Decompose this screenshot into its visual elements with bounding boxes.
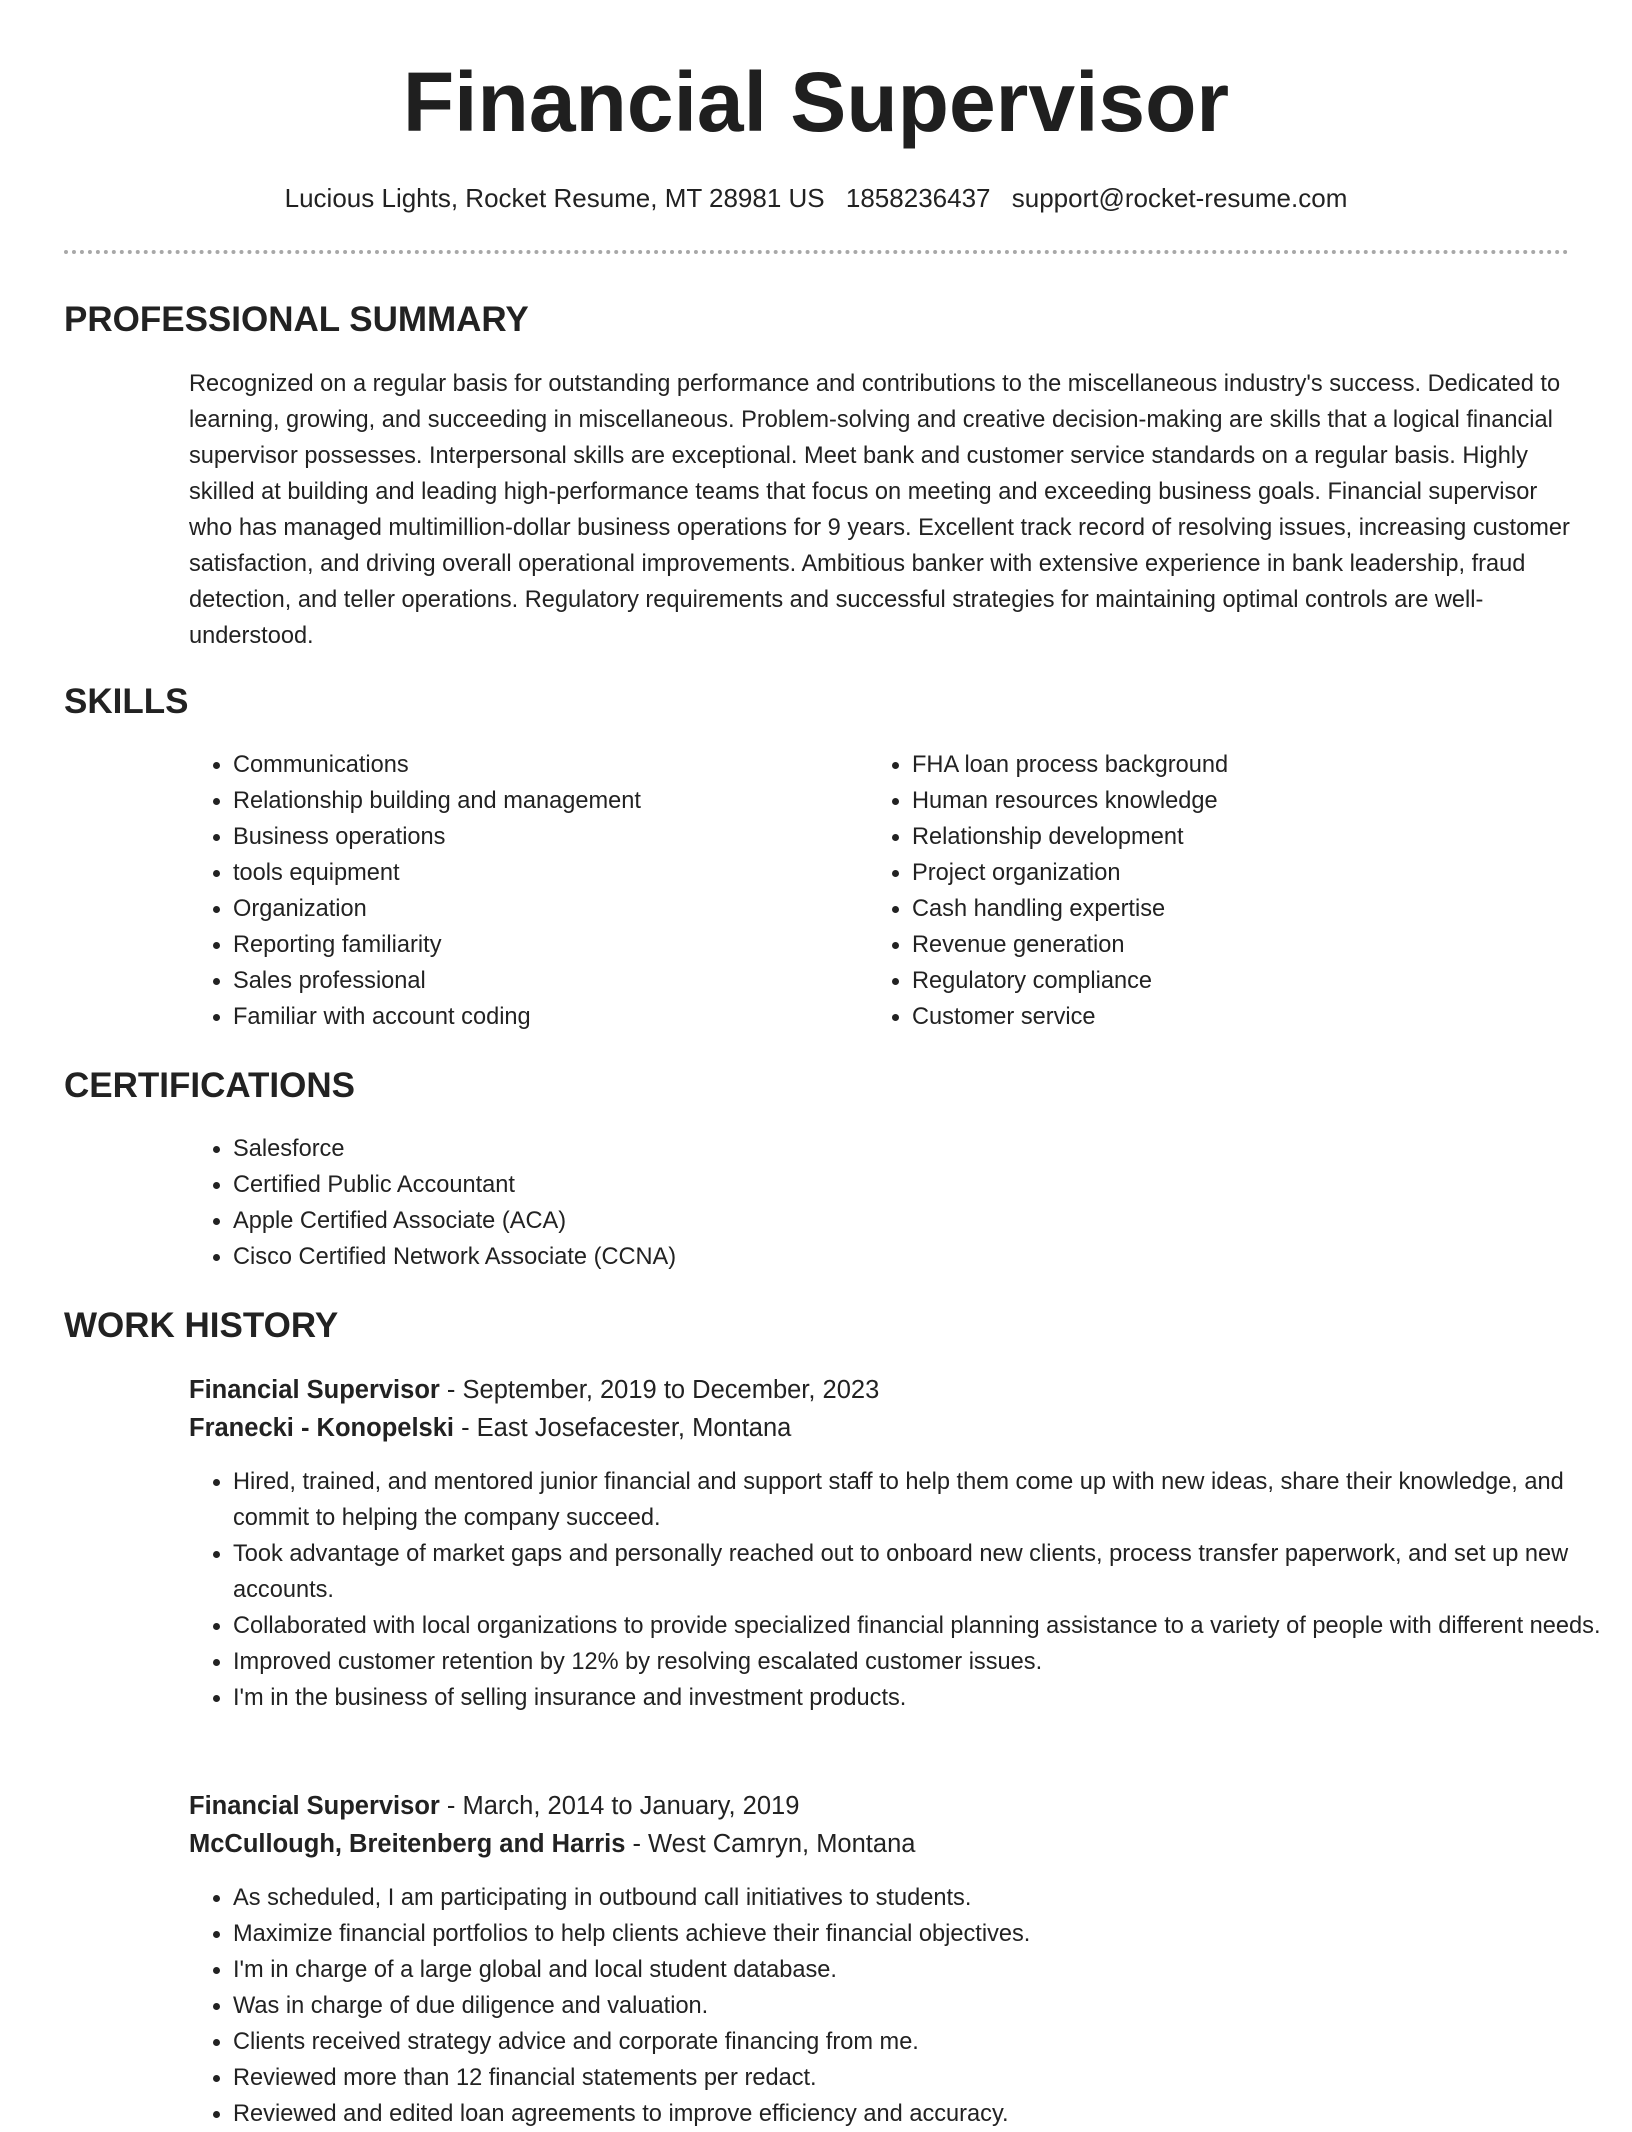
list-item: • Relationship building and management xyxy=(233,783,853,819)
list-item: • Business operations xyxy=(233,819,853,855)
list-item: • Reporting familiarity xyxy=(233,927,853,963)
list-item: • Improved customer retention by 12% by resolving escalated customer issues. xyxy=(233,1644,1618,1680)
summary-heading: PROFESSIONAL SUMMARY xyxy=(64,300,529,339)
contact-address: Lucious Lights, Rocket Resume, MT 28981 US xyxy=(284,183,825,213)
job-company: Franecki - Konopelski xyxy=(189,1414,454,1442)
list-item: • Salesforce xyxy=(233,1131,1133,1167)
list-item: • Familiar with account coding xyxy=(233,999,853,1035)
job-role: Financial Supervisor xyxy=(189,1376,440,1404)
list-item: • Revenue generation xyxy=(912,927,1532,963)
job-bullets xyxy=(189,1880,1618,2132)
header-divider xyxy=(64,250,1569,254)
job-bullets xyxy=(189,1464,1618,1716)
list-item: • Reviewed more than 12 financial statements per redact. xyxy=(233,2060,1618,2096)
contact-email: support@rocket-resume.com xyxy=(1011,183,1348,213)
list-item: • tools equipment xyxy=(233,855,853,891)
list-item: • Regulatory compliance xyxy=(912,963,1532,999)
summary-text: Recognized on a regular basis for outstanding performance and contributions to the miscellaneous industry's success. Dedicated to learning, growing, and succeeding in miscellaneous. Problem-solving and creative decision-making are skills that a logical financial supervisor possesses. Interpersonal skills are exceptional. Meet bank and customer service standards on a regular basis. Highly skilled at building and leading high-performance teams that focus on meeting and exceeding business goals. Financial supervisor who has managed multimillion-dollar business operations for 9 years. Excellent track record of resolving issues, increasing customer satisfaction, and driving overall operational improvements. Ambitious banker with extensive experience in bank leadership, fraud detection, and teller operations. Regulatory requirements and successful strategies for maintaining optimal controls are well-understood. xyxy=(189,371,1570,649)
job-role: Financial Supervisor xyxy=(189,1792,440,1820)
list-item: • Maximize financial portfolios to help clients achieve their financial objectives. xyxy=(233,1916,1618,1952)
list-item: • Clients received strategy advice and corporate financing from me. xyxy=(233,2024,1618,2060)
list-item: • I'm in the business of selling insurance and investment products. xyxy=(233,1680,1618,1716)
list-item: • Customer service xyxy=(912,999,1532,1035)
list-item: • FHA loan process background xyxy=(912,747,1532,783)
list-item: • Cash handling expertise xyxy=(912,891,1532,927)
list-item: • Project organization xyxy=(912,855,1532,891)
list-item: • Relationship development xyxy=(912,819,1532,855)
contact-line xyxy=(0,178,1632,218)
list-item: • Was in charge of due diligence and valuation. xyxy=(233,1988,1618,2024)
list-item: • Certified Public Accountant xyxy=(233,1167,1133,1203)
job-location: - East Josefacester, Montana xyxy=(454,1414,792,1442)
list-item: • Cisco Certified Network Associate (CCNA) xyxy=(233,1239,1133,1275)
list-item: • Organization xyxy=(233,891,853,927)
job-title-line xyxy=(189,1371,879,1409)
skills-heading: SKILLS xyxy=(64,682,189,721)
job-location: - West Camryn, Montana xyxy=(625,1830,916,1858)
list-item: • Communications xyxy=(233,747,853,783)
list-item: • Sales professional xyxy=(233,963,853,999)
list-item: • Took advantage of market gaps and personally reached out to onboard new clients, process transfer paperwork, and set up new accounts. xyxy=(233,1536,1618,1608)
list-item: • Human resources knowledge xyxy=(912,783,1532,819)
list-item: • As scheduled, I am participating in outbound call initiatives to students. xyxy=(233,1880,1618,1916)
list-item: • I'm in charge of a large global and local student database. xyxy=(233,1952,1618,1988)
skills-list-right xyxy=(868,747,1532,1035)
list-item: • Reviewed and edited loan agreements to improve efficiency and accuracy. xyxy=(233,2096,1618,2132)
certifications-heading: CERTIFICATIONS xyxy=(64,1066,356,1105)
list-item: • Collaborated with local organizations to provide specialized financial planning assistance to a variety of people with different needs. xyxy=(233,1608,1618,1644)
certifications-list xyxy=(189,1131,1133,1275)
job-company: McCullough, Breitenberg and Harris xyxy=(189,1830,626,1858)
list-item: • Apple Certified Associate (ACA) xyxy=(233,1203,1133,1239)
work-history-heading: WORK HISTORY xyxy=(64,1306,339,1345)
list-item: • Hired, trained, and mentored junior financial and support staff to help them come up with new ideas, share their knowledge, and commit to helping the company succeed. xyxy=(233,1464,1618,1536)
skills-list-left xyxy=(189,747,853,1035)
job-title-line xyxy=(189,1787,799,1825)
resume-name: Financial Supervisor xyxy=(402,55,1230,149)
job-company-line xyxy=(189,1409,791,1447)
job-dates: - September, 2019 to December, 2023 xyxy=(439,1376,880,1404)
job-company-line xyxy=(189,1825,915,1863)
job-dates: - March, 2014 to January, 2019 xyxy=(439,1792,800,1820)
contact-phone: 1858236437 xyxy=(845,183,991,213)
